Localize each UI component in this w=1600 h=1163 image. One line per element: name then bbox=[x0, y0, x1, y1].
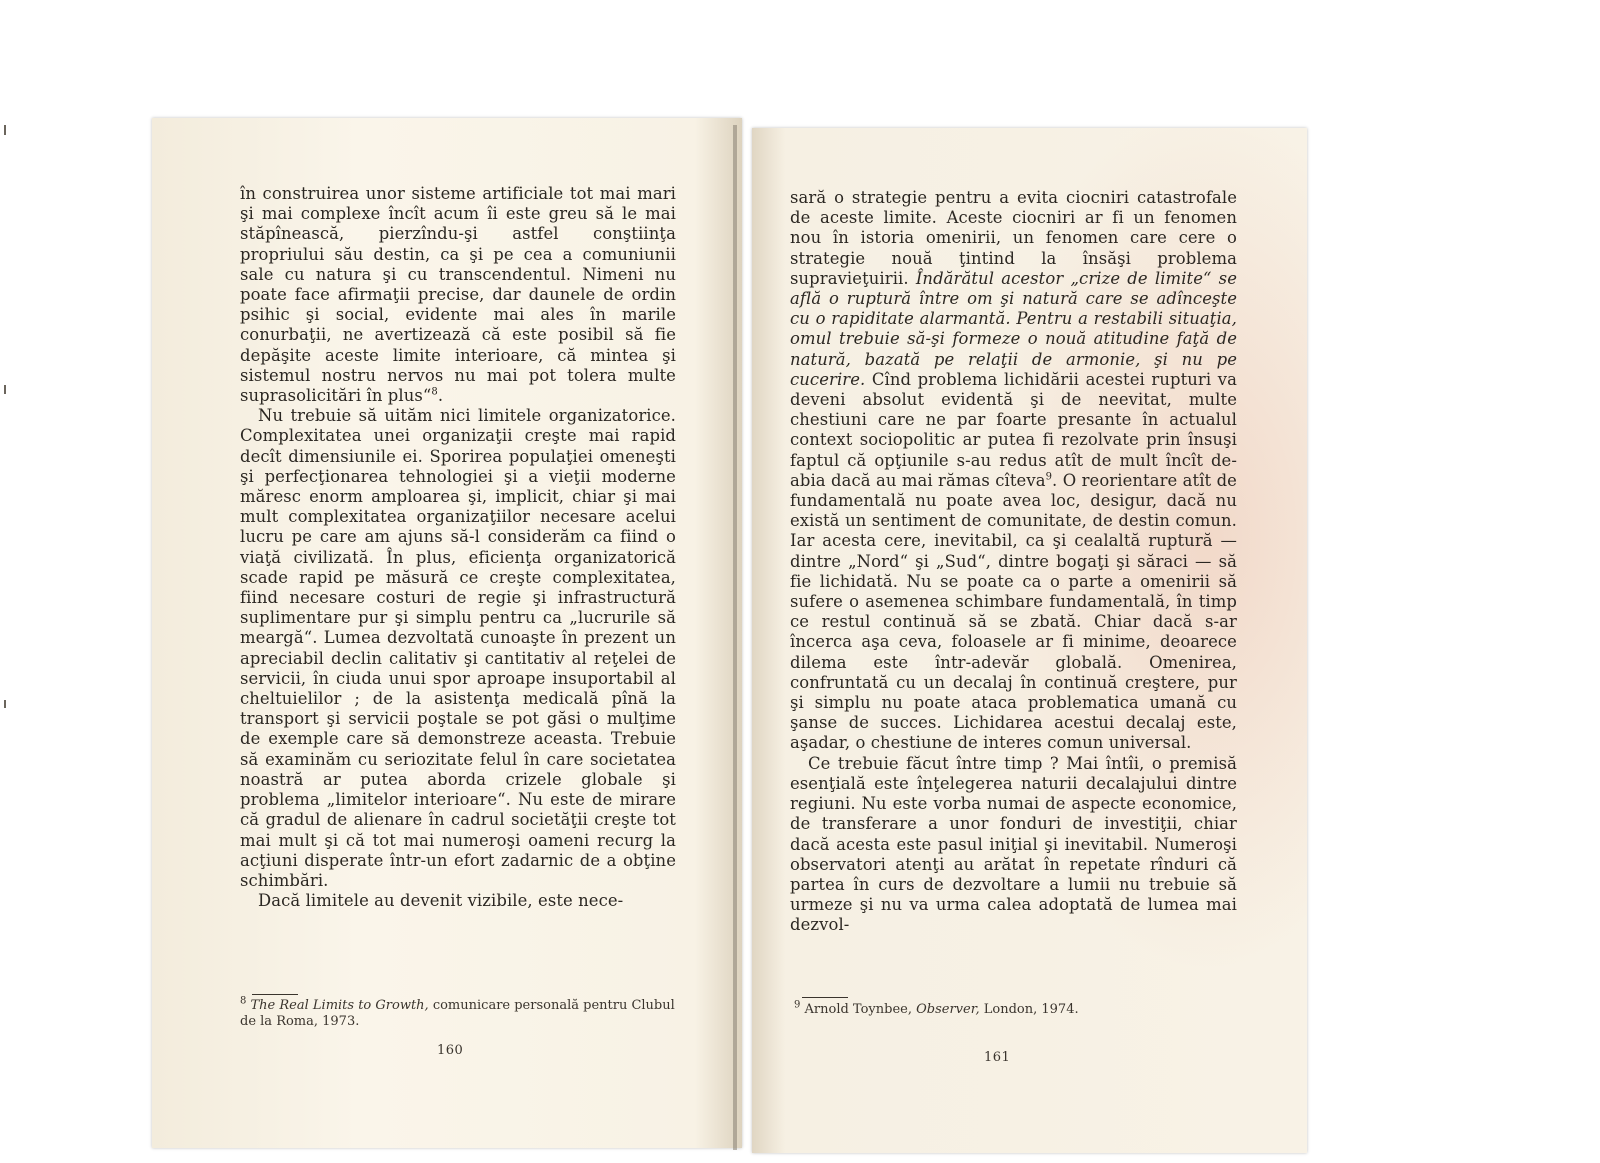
footnote-author: Arnold Toynbee, bbox=[804, 1002, 917, 1017]
right-paragraph: Ce trebuie făcut între timp ? Mai întîi, o premisă esenţială este înţelegerea naturii decalajului dintre regiuni. Nu este vorba numai de aspecte economice, de transferare a unor fonduri de investiţii, chiar dacă acesta este pasul iniţial şi inevitabil. Numeroşi observatori atenţi au arătat în repetate rînduri că partea în curs de dezvoltare a lumii nu trebuie să urmeze şi nu va urma calea adoptată de lumea mai dezvol- bbox=[790, 753, 1237, 935]
right-paragraph-italic: Îndărătul acestor „crize de limite“ se află o ruptură între om şi natură care se adînceşte cu o rapiditate alarmantă. Pentru a restabili situaţia, omul trebuie să-şi formeze o nouă atitudine faţă de natură, bazată pe relaţii de armonie, şi nu pe cucerire. bbox=[790, 268, 1237, 389]
left-footnote bbox=[240, 995, 680, 1030]
footnote-ref: 8 bbox=[431, 386, 438, 398]
footnote-divider bbox=[802, 997, 848, 998]
footnote-text: comunicare personală pentru Clubul de la Roma, 1973. bbox=[240, 998, 675, 1029]
footnote-text: London, 1974. bbox=[979, 1002, 1079, 1017]
right-paragraph-text: Cînd problema lichidării acestei rupturi va deveni absolut evidentă şi de neevitat, multe chestiuni care ne par foarte presante în actualul context sociopolitic ar putea fi rezolvate prin însuşi faptul că opţiunile s-au redus atît de mult încît de-abia dacă au mai rămas cîteva bbox=[790, 369, 1237, 490]
footnote-mark: 8 bbox=[240, 995, 247, 1007]
footnote-divider bbox=[252, 994, 298, 995]
footnote-mark: 9 bbox=[794, 999, 801, 1011]
right-footnote bbox=[794, 999, 1234, 1018]
left-page-body bbox=[240, 184, 676, 911]
scan-edge-mark bbox=[4, 385, 6, 394]
left-page bbox=[152, 118, 742, 1148]
scan-edge-mark bbox=[4, 700, 6, 708]
scan-edge-mark bbox=[4, 125, 6, 135]
footnote-ref: 9 bbox=[1045, 471, 1053, 483]
right-page bbox=[752, 128, 1307, 1153]
left-paragraph: Dacă limitele au devenit vizibile, este nece- bbox=[258, 891, 624, 911]
footnote-source: Observer, bbox=[916, 1002, 980, 1017]
left-paragraph-text: în construirea unor sisteme artificiale tot mai mari şi mai complexe încît acum îi este greu să le mai stăpînească, pierzîndu-şi astfel conştiinţa propriului său destin, ca şi pe cea a comuniunii sale cu natura şi cu transcendentul. Nimeni nu poate face afirmaţii precise, dar daunele de ordin psihic şi social, evidente mai ales în marile conurbaţii, ne avertizează că este posibil să fie depăşite aceste limite interioare, că mintea şi sistemul nostru nervos nu mai pot tolera multe suprasolicitări în plus“ bbox=[240, 184, 676, 406]
right-paragraph bbox=[790, 188, 1237, 754]
footnote-title: The Real Limits to Growth, bbox=[250, 998, 429, 1013]
right-paragraph-text: sară o strategie pentru a evita ciocniri catastrofale de aceste limite. Aceste ciocniri ar fi un fenomen nou în istoria omenirii, un fenomen care cere o strategie nouă ţintind la însăşi problema supravieţuirii. bbox=[790, 188, 1237, 288]
left-paragraph: Nu trebuie să uităm nici limitele organizatorice. Complexitatea unei organizaţii creşte mai rapid decît dimensiunile ei. Sporirea populaţiei omeneşti şi perfecţionarea tehnologiei şi a vieţii moderne măresc enorm amploarea şi, implicit, chiar şi mai mult complexitatea organizaţiilor necesare acelui lucru pe care am ajuns să-l considerăm ca fiind o viaţă civilizată. În plus, eficienţa organizatorică scade rapid pe măsură ce creşte complexitatea, fiind necesare costuri de regie şi infrastructură suplimentare pur şi simplu pentru ca „lucrurile să meargă“. Lumea dezvoltată cunoaşte în prezent un apreciabil declin calitativ şi cantitativ al reţelei de servicii, în ciuda unui spor aproape insuportabil al cheltuielilor ; de la asistenţa medicală pînă la transport şi servicii poştale se pot găsi o mulţime de exemple care să demonstreze aceasta. Trebuie să examinăm cu seriozitate felul în care societatea noastră ar putea aborda crizele globale şi problema „limitelor interioare“. Nu este de mirare că gradul de alienare în cadrul societăţii creşte tot mai mult şi că tot mai numeroşi oameni recurg la acţiuni disperate într-un efort zadarnic de a obţine schimbări. bbox=[240, 406, 676, 890]
page-number: 161 bbox=[984, 1050, 1011, 1065]
book-gutter bbox=[733, 125, 737, 1150]
left-paragraph: în construirea unor sisteme artificiale tot mai mari şi mai complexe încît acum îi este greu să le mai stăpînească, pierzîndu-şi astfel conştiinţa propriului său destin, ca şi pe cea a comuniunii sale cu natura şi cu transcendentul. Nimeni nu poate face afirmaţii precise, dar daunele de ordin psihic şi social, evidente mai ales în marile conurbaţii, ne avertizează că este posibil să fie depăşite aceste limite interioare, că mintea şi sistemul nostru nervos nu mai pot tolera multe suprasolicitări în plus“$^8$. bbox=[240, 184, 676, 406]
page-number: 160 bbox=[437, 1043, 464, 1058]
right-paragraph-text: . O reorientare atît de fundamentală nu poate avea loc, desigur, dacă nu există un sentiment de comunitate, de destin comun. Iar acesta cere, inevitabil, ca şi cealaltă ruptură — dintre „Nord“ şi „Sud“, dintre bogaţi şi săraci — să fie lichidată. Nu se poate ca o parte a omenirii să sufere o asemenea schimbare fundamentală, în timp ce restul continuă să se zbată. Chiar dacă s-ar încerca aşa ceva, foloasele ar fi minime, deoarece dilema este într-adevăr globală. Omenirea, confruntată cu un decalaj în continuă creştere, pur şi simplu nu poate ataca problematica umană cu şanse de succes. Lichidarea acestui decalaj este, aşadar, o chestiune de interes comun universal. bbox=[790, 470, 1237, 753]
right-page-body bbox=[790, 188, 1237, 936]
